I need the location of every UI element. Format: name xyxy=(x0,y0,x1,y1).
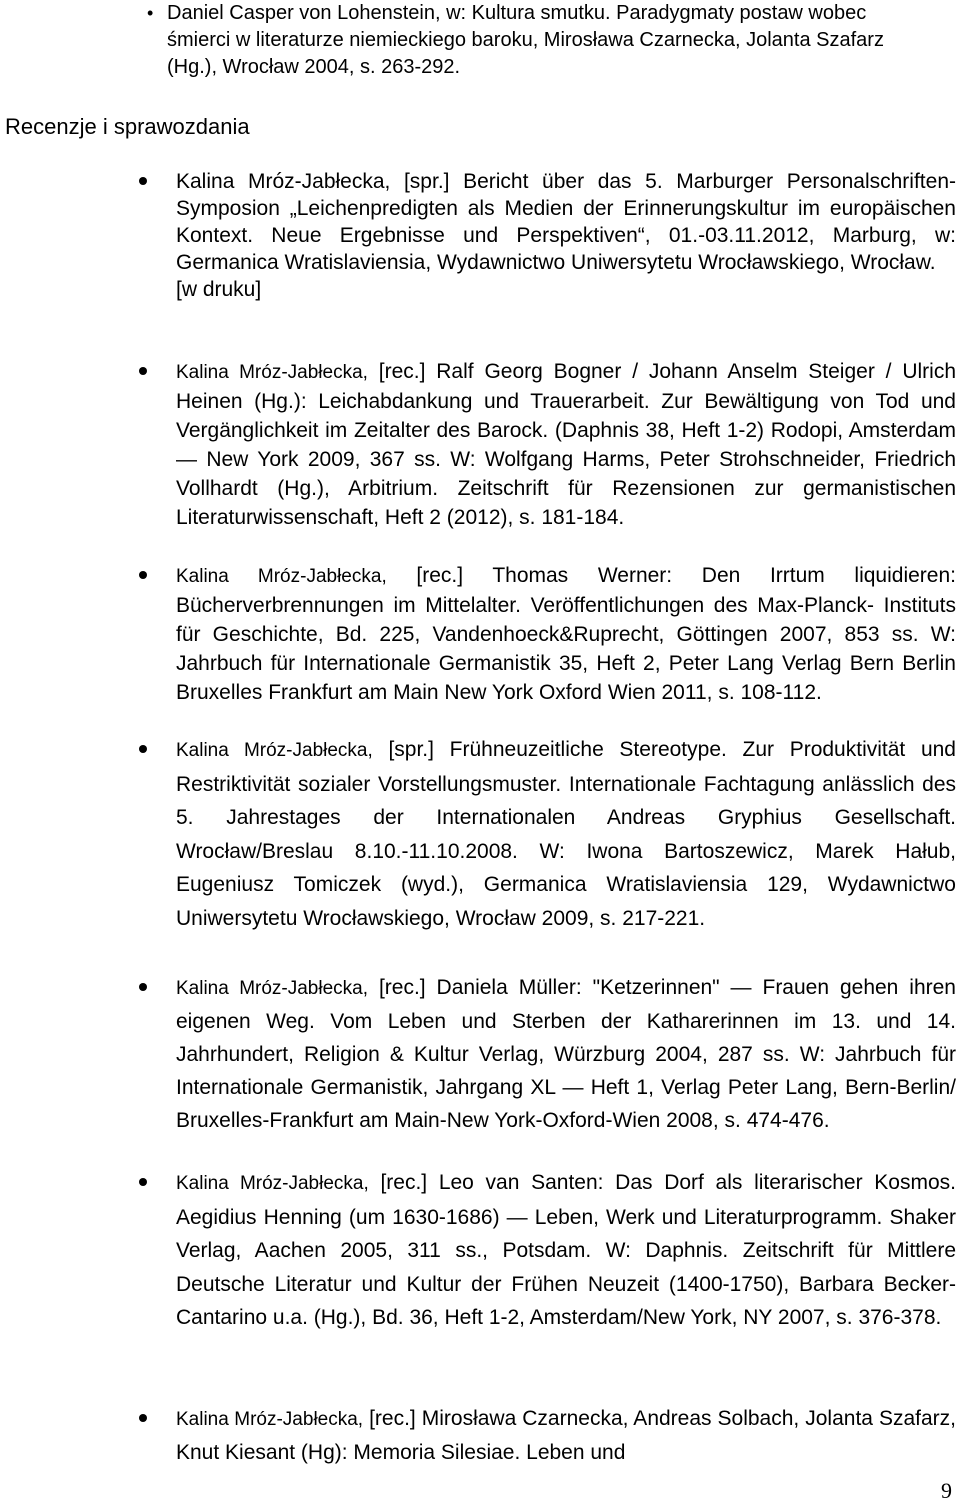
list-item xyxy=(176,733,956,935)
bullet-icon xyxy=(139,177,147,185)
list-item xyxy=(147,0,930,81)
entry-author: Kalina Mróz-Jabłecka, xyxy=(176,740,373,761)
entry-text: Daniel Casper von Lohenstein, w: Kultura smutku. Paradygmaty postaw wobec śmierci w literaturze niemieckiego baroku, Mirosława Czarnecka, Jolanta Szafarz (Hg.), Wrocław 2004, s. 263-292. xyxy=(167,2,884,78)
entry-author: Kalina Mróz-Jabłecka, xyxy=(176,1173,369,1194)
entry-author: Kalina Mróz-Jabłecka, xyxy=(176,1409,364,1430)
list-item xyxy=(176,357,956,532)
entry-author: Kalina Mróz-Jabłecka, xyxy=(176,362,368,383)
entry-note: [w druku] xyxy=(176,278,262,301)
bullet-icon xyxy=(139,745,147,753)
section-heading: Recenzje i sprawozdania xyxy=(5,114,250,139)
bullet-icon xyxy=(139,1414,147,1422)
entry-text: [rec.] Daniela Müller: "Ketzerinnen" — Frauen gehen ihren eigenen Weg. Vom Leben und Sterben der Katharerinnen im 13. und 14. Jahrhundert, Religion & Kultur Verlag, Würzburg 2004, 287 ss. W: Jahrbuch für Internationale Germanistik, Jahrgang XL — Heft 1, Verlag Peter Lang, Bern-Berlin/ Bruxelles-Frankfurt am Main-New York-Oxford-Wien 2008, s. 474-476. xyxy=(176,976,956,1132)
bullet-icon: • xyxy=(147,3,154,23)
entry-author: Kalina Mróz-Jabłecka, xyxy=(176,170,391,193)
bullet-icon xyxy=(139,983,147,991)
page-number: 9 xyxy=(941,1478,952,1503)
entry-text: [rec.] Ralf Georg Bogner / Johann Anselm Steiger / Ulrich Heinen (Hg.): Leichabdankung und Trauerarbeit. Zur Bewältigung von Tod und Vergänglichkeit im Zeitalter des Barock. (Daphnis 38, Heft 1-2) Rodopi, Amsterdam — New York 2009, 367 ss. W: Wolfgang Harms, Peter Strohschneider, Friedrich Vollhardt (Hg.), Arbitrium. Zeitschrift für Rezensionen zur germanistischen Literaturwissenschaft, Heft 2 (2012), s. 181-184. xyxy=(176,360,956,529)
bullet-icon xyxy=(139,367,147,375)
entry-text: [rec.] Mirosława Czarnecka, Andreas Solbach, Jolanta Szafarz, Knut Kiesant (Hg): Memoria Silesiae. Leben und xyxy=(176,1407,956,1464)
entry-text: [rec.] Thomas Werner: Den Irrtum liquidieren: Bücherverbrennungen im Mittelalter. Veröffentlichungen des Max-Planck- Instituts für Geschichte, Bd. 225, Vandenhoeck&Ruprecht, Göttingen 2007, 853 ss. W: Jahrbuch für Internationale Germanistik 35, Heft 2, Peter Lang Verlag Bern Berlin Bruxelles Frankfurt am Main New York Oxford Wien 2011, s. 108-112. xyxy=(176,564,956,704)
bullet-icon xyxy=(139,1178,147,1186)
entry-author: Kalina Mróz-Jabłecka, xyxy=(176,566,387,587)
entry-author: Kalina Mróz-Jabłecka, xyxy=(176,978,369,999)
list-item xyxy=(176,971,956,1137)
list-item xyxy=(176,1166,956,1335)
entry-text: [rec.] Leo van Santen: Das Dorf als literarischer Kosmos. Aegidius Henning (um 1630-1686) — Leben, Werk und Literaturprogramm. Shaker Verlag, Aachen 2005, 311 ss., Potsdam. W: Daphnis. Zeitschrift für Mittlere Deutsche Literatur und Kultur der Frühen Neuzeit (1400-1750), Barbara Becker-Cantarino u.a. (Hg.), Bd. 36, Heft 1-2, Amsterdam/New York, NY 2007, s. 376-378. xyxy=(176,1171,956,1329)
list-item xyxy=(176,1402,956,1469)
entry-text: [spr.] Bericht über das 5. Marburger Personalschriften-Symposion „Leichenpredigten als Medien der Erinnerungskultur im europäischen Kontext. Neue Ergebnisse und Perspektiven“, 01.-03.11.2012, Marburg, w: Germanica Wratislaviensia, Wydawnictwo Uniwersytetu Wrocławskiego, Wrocław. xyxy=(176,170,956,274)
bullet-icon xyxy=(139,571,147,579)
entry-text: [spr.] Frühneuzeitliche Stereotype. Zur Produktivität und Restriktivität sozialer Vorstellungsmuster. Internationale Fachtagung anlässlich des 5. Jahrestages der Internationalen Andreas Gryphius Gesellschaft. Wrocław/Breslau 8.10.-11.10.2008. W: Iwona Bartoszewicz, Marek Hałub, Eugeniusz Tomiczek (wyd.), Germanica Wratislaviensia 129, Wydawnictwo Uniwersytetu Wrocławskiego, Wrocław 2009, s. 217-221. xyxy=(176,738,956,930)
list-item xyxy=(176,561,956,707)
list-item xyxy=(176,168,956,303)
